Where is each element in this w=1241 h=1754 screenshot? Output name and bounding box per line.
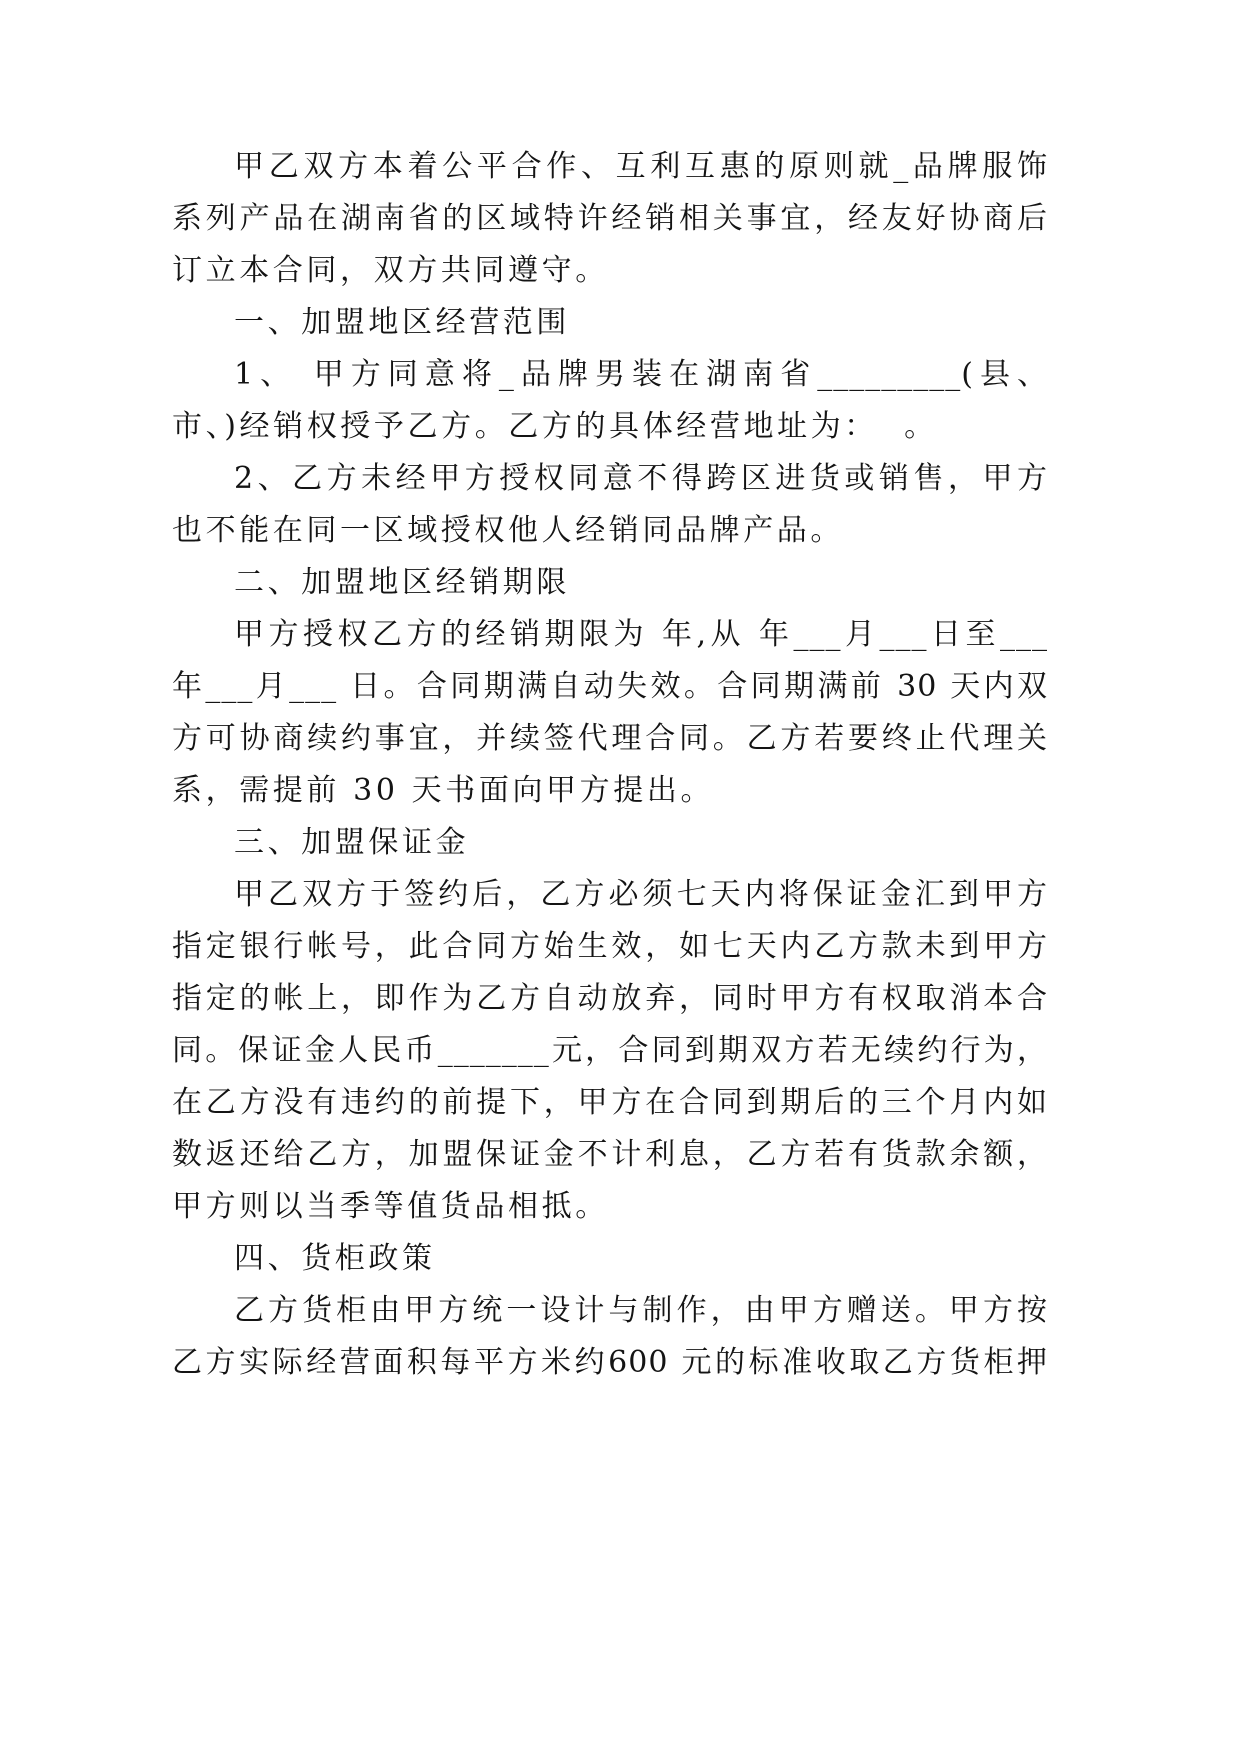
paragraph-clause	[172, 1285, 1048, 1389]
text-line: 甲乙双方于签约后，乙方必须七天内将保证金汇到甲方	[234, 877, 1048, 912]
text-line: 指定银行帐号，此合同方始生效，如七天内乙方款未到甲方	[172, 929, 1048, 964]
text-line: 市、)经销权授予乙方。乙方的具体经营地址为： 。	[172, 409, 938, 444]
text-line: 方可协商续约事宜，并续签代理合同。乙方若要终止代理关	[172, 721, 1048, 756]
text-line: 系，需提前 30 天书面向甲方提出。	[172, 773, 715, 808]
text-line: 2、乙方未经甲方授权同意不得跨区进货或销售，甲方	[234, 461, 1048, 496]
text-line: 也不能在同一区域授权他人经销同品牌产品。	[172, 513, 844, 548]
section-heading	[172, 297, 1048, 349]
section-heading-text: 二、加盟地区经销期限	[234, 565, 570, 600]
text-line: 乙方实际经营面积每平方米约600 元的标准收取乙方货柜押	[172, 1345, 1048, 1380]
text-line: 在乙方没有违约的前提下，甲方在合同到期后的三个月内如	[172, 1085, 1048, 1120]
section-heading	[172, 1233, 1048, 1285]
text-line: 甲方则以当季等值货品相抵。	[172, 1189, 609, 1224]
text-line: 乙方货柜由甲方统一设计与制作，由甲方赠送。甲方按	[234, 1293, 1048, 1328]
section-heading-text: 一、加盟地区经营范围	[234, 305, 570, 340]
document-body	[172, 141, 1048, 1389]
text-line: 系列产品在湖南省的区域特许经销相关事宜，经友好协商后	[172, 201, 1048, 236]
paragraph-clause	[172, 453, 1048, 557]
section-heading	[172, 817, 1048, 869]
text-line: 年___月___ 日。合同期满自动失效。合同期满前 30 天内双	[172, 669, 1048, 704]
paragraph-clause	[172, 349, 1048, 453]
paragraph-clause	[172, 609, 1048, 817]
text-line: 甲方授权乙方的经销期限为 年,从 年___月___日至___	[234, 617, 1048, 652]
text-line: 指定的帐上，即作为乙方自动放弃，同时甲方有权取消本合	[172, 981, 1048, 1016]
text-line: 1、 甲方同意将_品牌男装在湖南省_________(县、	[234, 357, 1048, 392]
paragraph-intro	[172, 141, 1048, 297]
text-line: 甲乙双方本着公平合作、互利互惠的原则就_品牌服饰	[234, 149, 1048, 184]
section-heading-text: 三、加盟保证金	[234, 825, 470, 860]
section-heading	[172, 557, 1048, 609]
text-line: 订立本合同，双方共同遵守。	[172, 253, 609, 288]
text-line: 数返还给乙方，加盟保证金不计利息，乙方若有货款余额，	[172, 1137, 1048, 1172]
text-line: 同。保证金人民币_______元，合同到期双方若无续约行为，	[172, 1033, 1048, 1068]
section-heading-text: 四、货柜政策	[234, 1241, 436, 1276]
paragraph-clause	[172, 869, 1048, 1233]
